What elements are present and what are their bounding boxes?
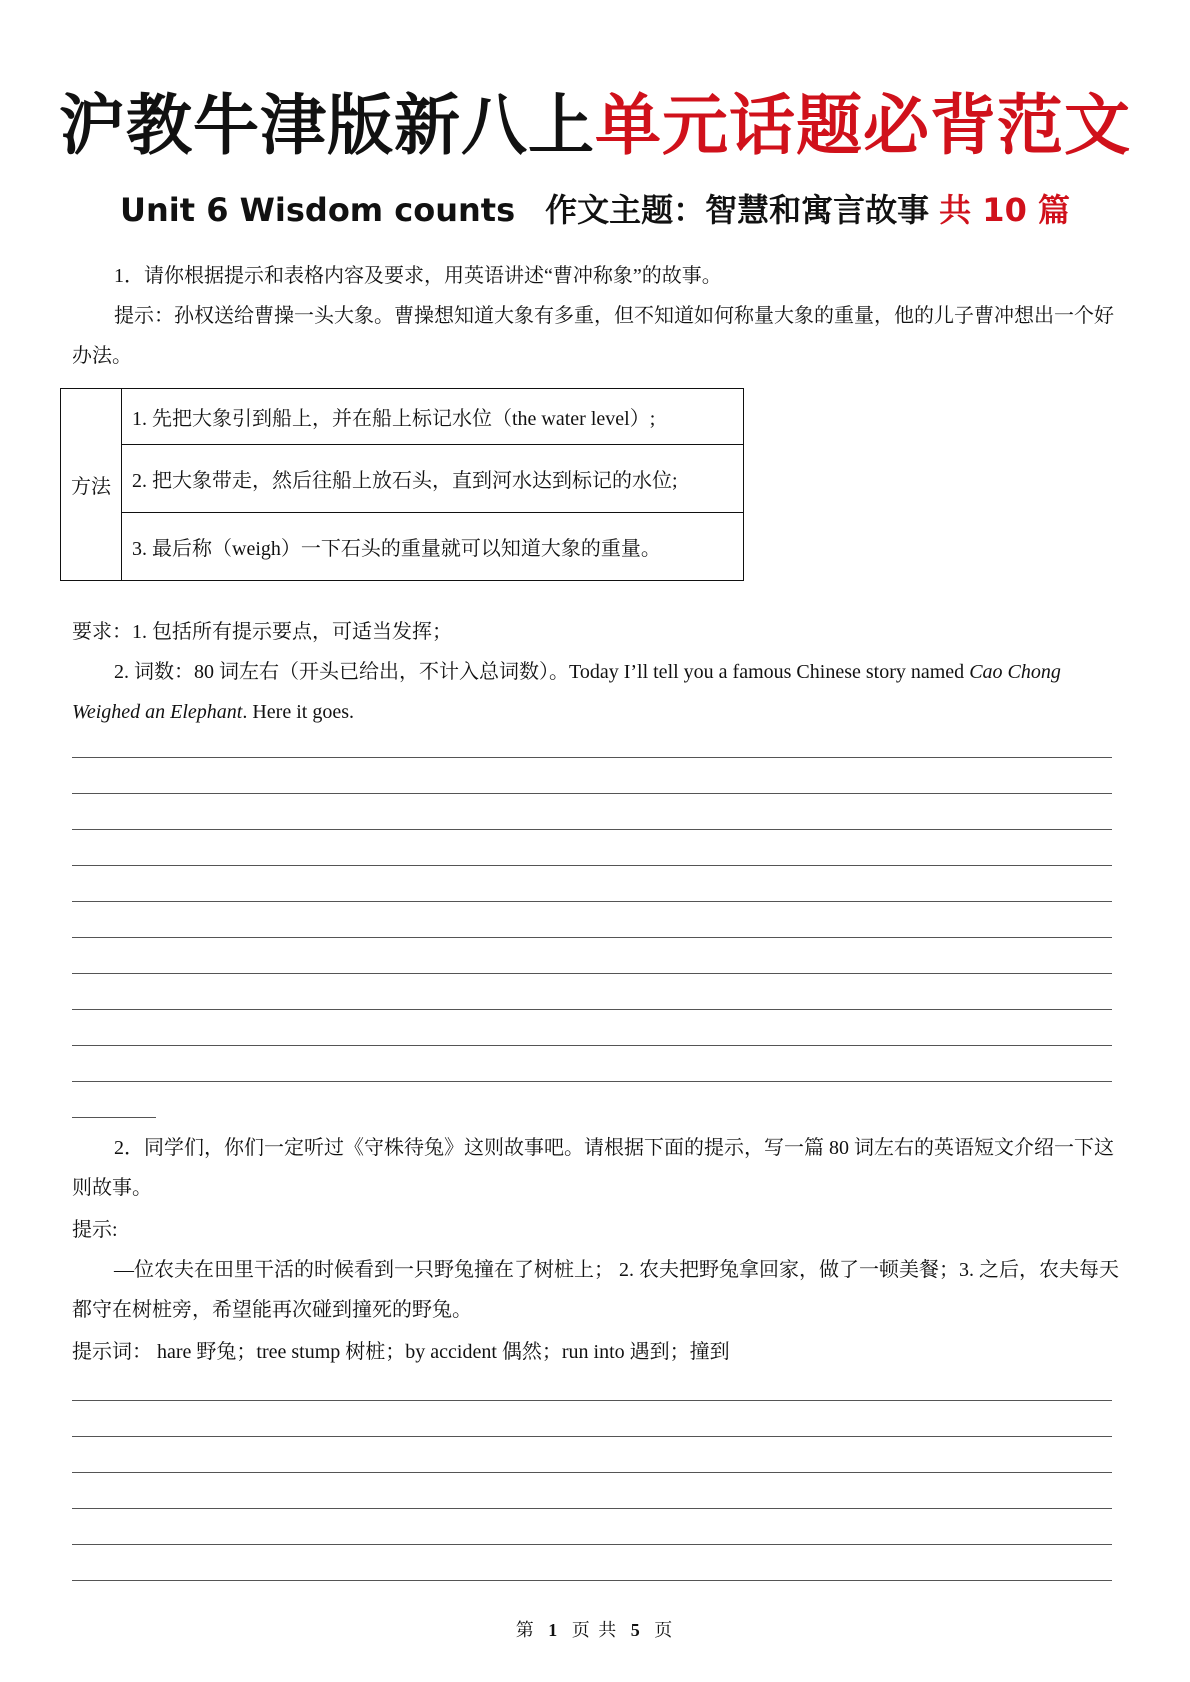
unit-label: Unit 6 Wisdom counts bbox=[120, 191, 516, 229]
answer-line[interactable] bbox=[72, 1081, 1112, 1082]
page-title bbox=[0, 86, 1190, 166]
answer-line[interactable] bbox=[72, 973, 1112, 974]
answer-line[interactable] bbox=[72, 757, 1112, 758]
methods-table bbox=[60, 388, 744, 581]
page-total: 5 bbox=[630, 1620, 642, 1640]
method-row-1: 1. 先把大象引到船上，并在船上标记水位（the water level）; bbox=[122, 389, 744, 445]
answer-line[interactable] bbox=[72, 1436, 1112, 1437]
answer-line[interactable] bbox=[72, 1508, 1112, 1509]
answer-line[interactable] bbox=[72, 793, 1112, 794]
q1-prompt: 1．请你根据提示和表格内容及要求，用英语讲述“曹冲称象”的故事。 bbox=[114, 265, 722, 287]
subtitle bbox=[0, 188, 1190, 232]
answer-line[interactable] bbox=[72, 901, 1112, 902]
answer-line[interactable] bbox=[72, 829, 1112, 830]
q1-hint: 提示：孙权送给曹操一头大象。曹操想知道大象有多重，但不知道如何称量大象的重量，他的儿子曹冲想出一个好办法。 bbox=[72, 305, 1114, 367]
method-row-3: 3. 最后称（weigh）一下石头的重量就可以知道大象的重量。 bbox=[122, 513, 744, 581]
q2-hint-label: 提示: bbox=[72, 1219, 118, 1241]
methods-label: 方法 bbox=[61, 389, 122, 581]
answer-line[interactable] bbox=[72, 1580, 1112, 1581]
title-black: 沪教牛津版新八上 bbox=[59, 87, 595, 164]
answer-line[interactable] bbox=[72, 1400, 1112, 1401]
count-label: 共 10 篇 bbox=[939, 191, 1070, 229]
q2-prompt: 2．同学们，你们一定听过《守株待兔》这则故事吧。请根据下面的提示，写一篇 80 词左右的英语短文介绍一下这则故事。 bbox=[72, 1137, 1114, 1199]
answer-line[interactable] bbox=[72, 1009, 1112, 1010]
answer-line[interactable] bbox=[72, 1045, 1112, 1046]
answer-line-short[interactable] bbox=[72, 1117, 156, 1118]
answer-line[interactable] bbox=[72, 937, 1112, 938]
page-footer: 第 1 页 共 5 页 bbox=[515, 1620, 675, 1640]
story-title: Cao Chong Weighed an Elephant bbox=[72, 661, 1061, 723]
page-number: 1 bbox=[548, 1620, 560, 1640]
topic-label: 作文主题：智慧和寓言故事 bbox=[545, 191, 930, 229]
answer-line[interactable] bbox=[72, 1472, 1112, 1473]
title-red: 单元话题必背范文 bbox=[595, 87, 1131, 164]
answer-line[interactable] bbox=[72, 865, 1112, 866]
q2-hint: —位农夫在田里干活的时候看到一只野兔撞在了树桩上； 2. 农夫把野兔拿回家，做了一顿美餐；3. 之后，农夫每天都守在树桩旁，希望能再次碰到撞死的野兔。 bbox=[72, 1259, 1119, 1321]
q1-requirement-1: 要求：1. 包括所有提示要点，可适当发挥； bbox=[72, 621, 452, 643]
method-row-2: 2. 把大象带走，然后往船上放石头，直到河水达到标记的水位; bbox=[122, 445, 744, 513]
q1-requirement-2: 2. 词数：80 词左右（开头已给出，不计入总词数）。Today I’ll tell you a famous Chinese story named Cao Chong Weighed an Elephant. Here it goes. bbox=[72, 661, 1061, 723]
answer-line[interactable] bbox=[72, 1544, 1112, 1545]
q2-keywords: 提示词： hare 野兔；tree stump 树桩；by accident 偶然；run into 遇到；撞到 bbox=[72, 1341, 730, 1363]
